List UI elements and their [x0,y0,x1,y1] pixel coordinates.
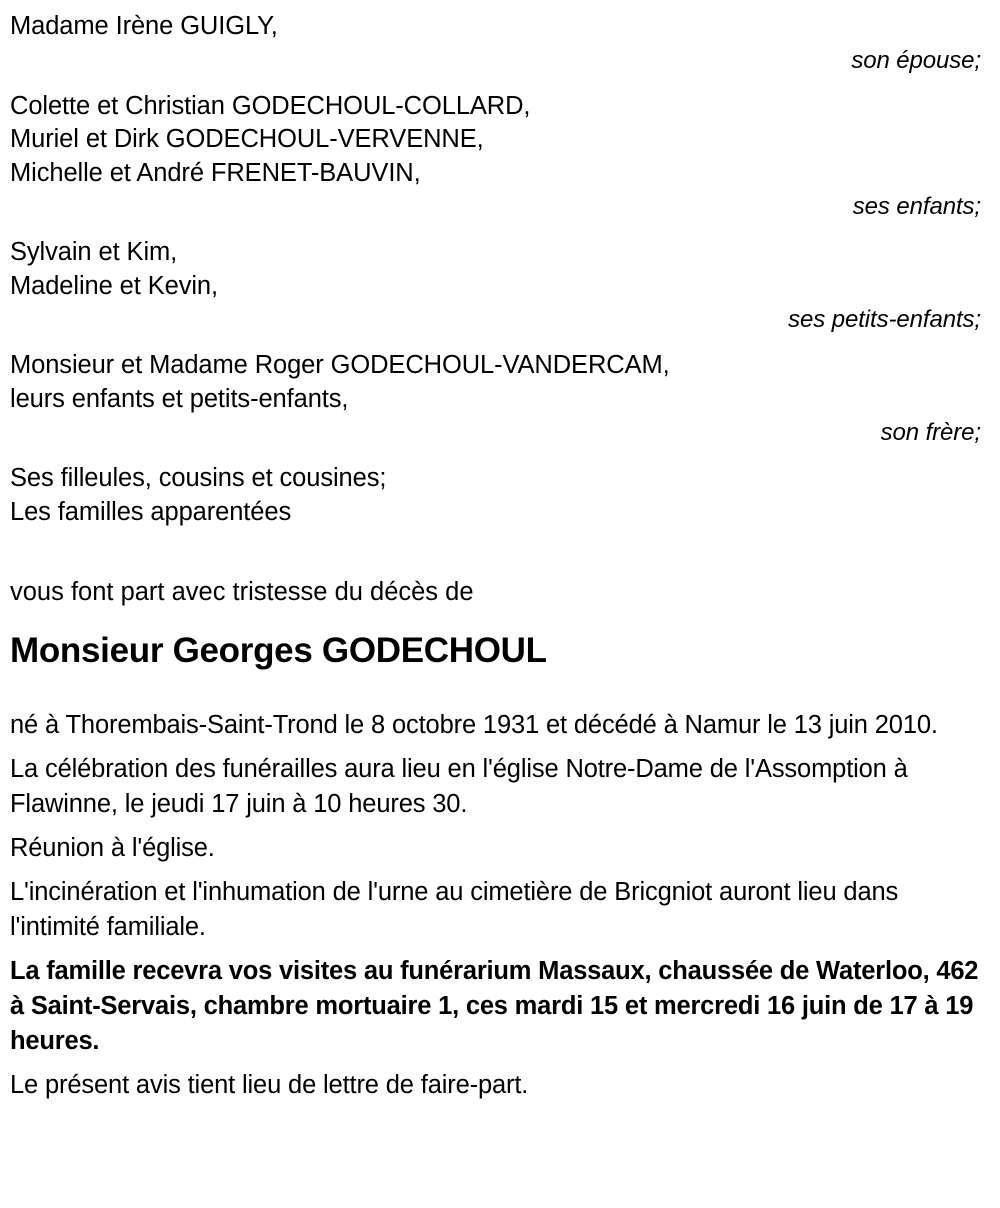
survivor-name: Monsieur et Madame Roger GODECHOUL-VANDERCAM, [10,351,670,379]
birth-death-paragraph: né à Thorembais-Saint-Trond le 8 octobre 1931 et décédé à Namur le 13 juin 2010. [10,711,938,739]
survivor-name: Muriel et Dirk GODECHOUL-VERVENNE, [10,125,484,153]
deceased-name: Monsieur Georges GODECHOUL [10,631,547,670]
relation-label-grandchildren: ses petits-enfants; [788,306,981,333]
survivor-name: Sylvain et Kim, [10,238,178,266]
survivor-name: Les familles apparentées [10,497,292,526]
spacer [10,77,990,90]
spacer [10,223,990,236]
spacer [10,822,990,831]
spacer [10,610,990,630]
survivor-group-others [10,462,990,529]
survivor-name: Madame Irène GUIGLY, [10,12,278,40]
spacer [10,336,990,349]
gathering-paragraph: Réunion à l'église. [10,834,215,862]
relation-label-children: ses enfants; [852,193,981,220]
spacer [10,866,990,875]
spacer [10,529,990,575]
announcement-intro: vous font part avec tristesse du décès de [10,578,474,606]
visits-paragraph: La famille recevra vos visites au funérarium Massaux, chaussée de Waterloo, 462 à Saint-Servais, chambre mortuaire 1, ces mardi 15 et mercredi 16 juin de 17 à 19 heures. [10,957,979,1055]
cremation-paragraph: L'incinération et l'inhumation de l'urne au cimetière de Bricgniot auront lieu dans l'intimité familiale. [10,878,899,941]
survivor-name: Michelle et André FRENET-BAUVIN, [10,158,421,187]
spacer [10,449,990,462]
survivor-name: Colette et Christian GODECHOUL-COLLARD, [10,91,531,120]
survivor-name: leurs enfants et petits-enfants, [10,384,349,413]
survivor-name: Madeline et Kevin, [10,271,218,300]
relation-label-spouse: son épouse; [851,46,981,74]
survivor-group-children [10,90,990,224]
ceremony-paragraph: La célébration des funérailles aura lieu en l'église Notre-Dame de l'Assomption à Flawinne, le jeudi 17 juin à 10 heures 30. [10,755,908,818]
survivor-group-brother [10,349,990,449]
spacer [10,743,990,752]
relation-label-brother: son frère; [880,419,981,446]
survivor-name: Ses filleules, cousins et cousines; [10,464,387,492]
spacer [10,945,990,954]
survivor-group-spouse [10,10,990,77]
survivor-group-grandchildren [10,236,990,336]
spacer [10,1059,990,1068]
spacer [10,672,990,708]
notice-paragraph: Le présent avis tient lieu de lettre de faire-part. [10,1071,529,1099]
